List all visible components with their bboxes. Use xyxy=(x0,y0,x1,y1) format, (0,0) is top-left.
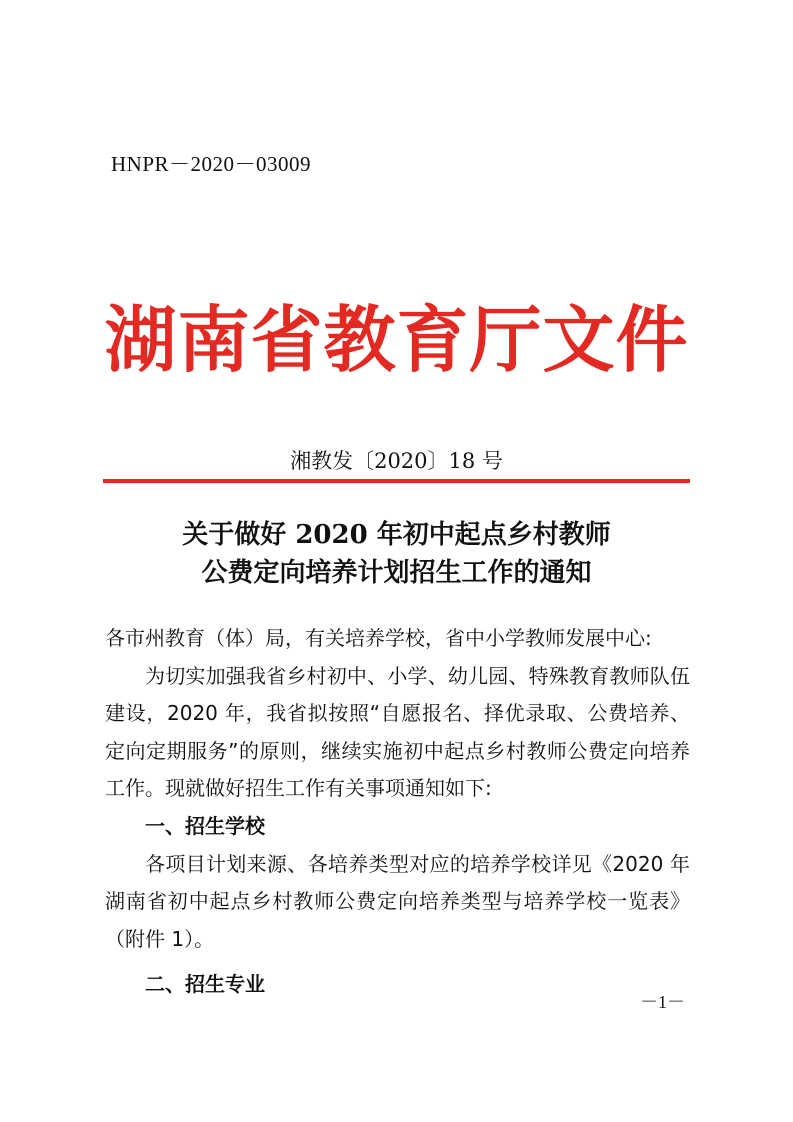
red-divider xyxy=(103,479,690,483)
addressee: 各市州教育（体）局，有关培养学校，省中小学教师发展中心: xyxy=(105,626,652,650)
intro-paragraph: 为切实加强我省乡村初中、小学、幼儿园、特殊教育教师队伍建设，2020 年，我省拟按照“自愿报名、择优录取、公费培养、定向定期服务”的原则，继续实施初中起点乡村教师公费定向培养工作。现就做好招生工作有关事项通知如下: xyxy=(105,663,690,801)
issuer-title xyxy=(0,295,793,385)
document-number: 湘教发〔2020〕18 号 xyxy=(290,449,503,473)
notice-title-line-2: 公费定向培养计划招生工作的通知 xyxy=(201,558,592,588)
section-2-heading: 二、招生专业 xyxy=(145,972,265,997)
document-code: HNPR－2020－03009 xyxy=(111,152,312,176)
section-1-body: 各项目计划来源、各培养类型对应的培养学校详见《2020 年湖南省初中起点乡村教师公费定向培养类型与培养学校一览表》（附件 1）。 xyxy=(105,851,690,951)
page-number: －1－ xyxy=(640,992,685,1012)
notice-title-line-1: 关于做好 2020 年初中起点乡村教师 xyxy=(182,520,611,550)
notice-title xyxy=(0,516,793,592)
issuer-title-text: 湖南省教育厅文件 xyxy=(104,297,689,382)
document-body xyxy=(105,620,690,1004)
section-1-heading: 一、招生学校 xyxy=(145,813,265,838)
